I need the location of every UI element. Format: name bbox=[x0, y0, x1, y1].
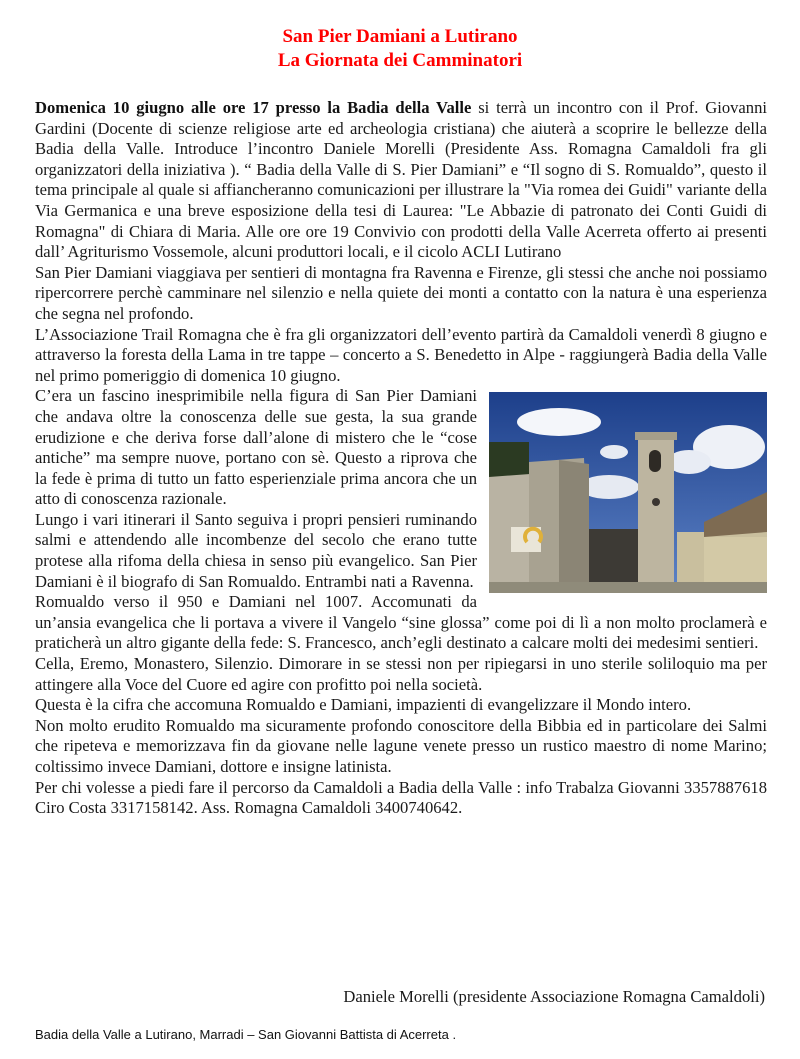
lead-text: si terrà un incontro con il Prof. Giovanni Gardini (Docente di scienze religiose arte ed archeologia cristiana) che aiuterà a scoprire le bellezze della Badia della Valle. Introduce l’incontro Daniele Morelli (Presidente Ass. Romagna Camaldoli fra gli organizzatori della iniziativa ). “ Badia della Valle di S. Pier Damiani” e “Il sogno di S. Romualdo”, questo il tema principale al quale si affiancheranno comunicazioni per illustrare la "Via romea dei Guidi" variante della Via Germanica e una breve esposizione della tesi di Laurea: "Le Abbazie di patronato dei Conti Guidi di Romagna" di Chiara di Maria. Alle ore ore 19 Convivio con prodotti della Valle Acerreta offerto ai presenti dall’ Agriturismo Vossemole, alcuni produttori locali, e il cicolo ACLI Lutirano bbox=[35, 98, 767, 262]
paragraph: Cella, Eremo, Monastero, Silenzio. Dimorare in se stessi non per ripiegarsi in uno sterile soliloquio ma per attingere alla Voce del Cuore ed agire con profitto poi nella società. bbox=[35, 654, 767, 694]
paragraph: Questa è la cifra che accomuna Romualdo e Damiani, impazienti di evangelizzare il Mondo intero. bbox=[35, 695, 692, 715]
photo-caption: Badia della Valle a Lutirano, Marradi – San Giovanni Battista di Acerreta . bbox=[35, 1027, 457, 1042]
left-building-side bbox=[559, 460, 589, 592]
cloud bbox=[600, 445, 628, 459]
cloud bbox=[517, 408, 601, 436]
courtyard bbox=[489, 582, 767, 593]
article-body bbox=[35, 98, 767, 819]
signature: Daniele Morelli (presidente Associazione Romagna Camaldoli) bbox=[343, 987, 765, 1006]
paragraph: C’era un fascino inesprimibile nella figura di San Pier Damiani che andava oltre la conoscenza delle sue gesta, la sua grande erudizione e che deriva forse dall’alone di mistero che le “cose antiche” ma sempre nuove, portano con sè. Questo a riprova che la fede è prima di tutto un fatto esperienziale prima ancora che un atto di conoscenza razionale. bbox=[35, 386, 477, 509]
paragraph: Lungo i vari itinerari il Santo seguiva i propri pensieri ruminando salmi e attendendo alle incombenze del secolo che erano tutte protese alla rifoma della chiesa in senso più evangelico. San Pier Damiani è il biografo di San Romualdo. Entrambi nati a Ravenna. bbox=[35, 509, 477, 591]
bell-tower-top bbox=[635, 432, 677, 440]
badia-photo bbox=[489, 392, 767, 593]
paragraph: Per chi volesse a piedi fare il percorso da Camaldoli a Badia della Valle : info Trabalza Giovanni 3357887618 Ciro Costa 3317158142. Ass. Romagna Camaldoli 3400740642. bbox=[35, 777, 767, 818]
paragraph: Romualdo verso il 950 e Damiani nel 1007. Accomunati da un’ansia evangelica che li portava a vivere il Vangelo “sine glossa” come poi di lì a non molto proclamerà e praticherà un altro gigante della fede: S. Francesco, anch’egli destinato a calcare molti dei medesimi sentieri. bbox=[35, 592, 767, 653]
belfry-window bbox=[649, 450, 661, 472]
lead-bold-text: Domenica 10 giugno alle ore 17 presso la Badia della Valle bbox=[35, 98, 472, 117]
tower-clock bbox=[652, 498, 660, 506]
paragraph: San Pier Damiani viaggiava per sentieri di montagna fra Ravenna e Firenze, gli stessi che anche noi possiamo ripercorrere perchè camminare nel silenzio e nella quiete dei monti a contatto con la natura è una esperienza che segna nel profondo. bbox=[35, 262, 767, 323]
paragraph: Non molto erudito Romualdo ma sicuramente profondo conoscitore della Bibbia ed in particolare dei Salmi che ripeteva e memorizzava fin da giovane nelle lagune venete presso un rustico maestro di nome Marino; coltissimo invece Damiani, dottore e insigne latinista. bbox=[35, 715, 767, 776]
paragraph: L’Associazione Trail Romagna che è fra gli organizzatori dell’evento partirà da Camaldoli venerdì 8 giugno e attraverso la foresta della Lama in tre tappe – concerto a S. Benedetto in Alpe - raggiungerà Badia della Valle nel primo pomeriggio di domenica 10 giugno. bbox=[35, 324, 767, 385]
title-line-1: San Pier Damiani a Lutirano bbox=[282, 26, 518, 47]
title-line-2: La Giornata dei Camminatori bbox=[277, 50, 523, 71]
lead-paragraph bbox=[35, 98, 767, 263]
church-photo-illustration bbox=[489, 392, 767, 593]
